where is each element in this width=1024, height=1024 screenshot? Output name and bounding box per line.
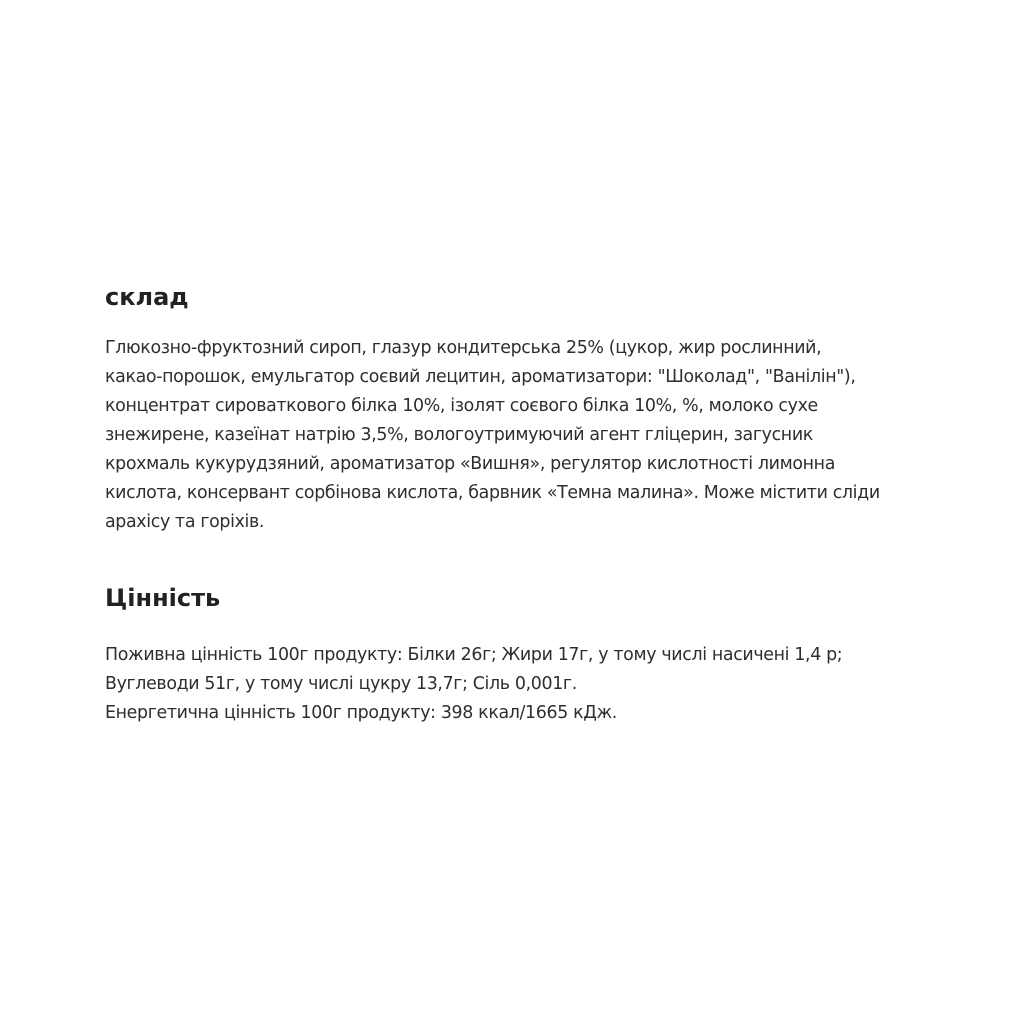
composition-line: какао-порошок, емульгатор соєвий лецитин, ароматизатори: "Шоколад", "Ванілін"), bbox=[105, 367, 856, 387]
composition-line: Глюкозно-фруктозний сироп, глазур кондитерська 25% (цукор, жир рослинний, bbox=[105, 338, 822, 358]
composition-line: кислота, консервант сорбінова кислота, барвник «Темна малина». Може містити сліди bbox=[105, 483, 880, 503]
nutrition-line: Вуглеводи 51г, у тому числі цукру 13,7г; Сіль 0,001г. bbox=[105, 674, 577, 694]
composition-line: концентрат сироваткового білка 10%, ізолят соєвого білка 10%, %, молоко сухе bbox=[105, 396, 818, 416]
composition-line: крохмаль кукурудзяний, ароматизатор «Вишня», регулятор кислотності лимонна bbox=[105, 454, 835, 474]
product-info bbox=[105, 280, 925, 728]
composition-line: арахісу та горіхів. bbox=[105, 512, 265, 532]
nutrition-line: Енергетична цінність 100г продукту: 398 ккал/1665 кДж. bbox=[105, 703, 617, 723]
nutrition-line: Поживна цінність 100г продукту: Білки 26г; Жири 17г, у тому числі насичені 1,4 р; bbox=[105, 645, 843, 665]
composition-heading: склад bbox=[105, 283, 189, 311]
nutrition-heading: Цінність bbox=[105, 584, 221, 612]
nutrition-text bbox=[105, 641, 925, 728]
composition-text bbox=[105, 334, 925, 537]
composition-line: знежирене, казеїнат натрію 3,5%, вологоутримуючий агент гліцерин, загусник bbox=[105, 425, 813, 445]
